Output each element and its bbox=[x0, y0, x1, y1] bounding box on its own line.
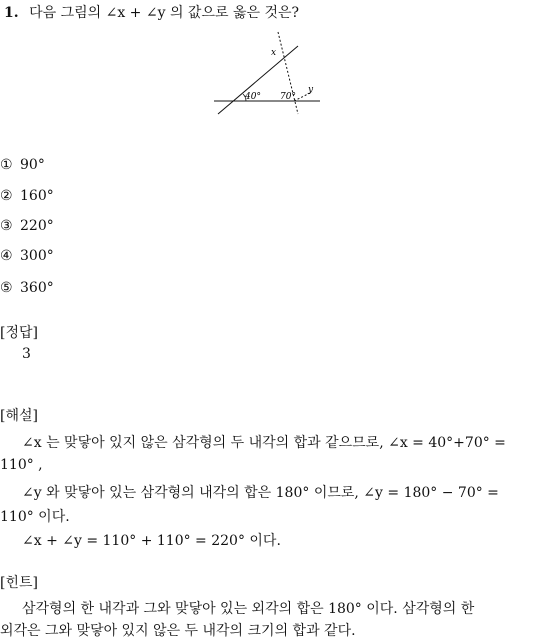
label-70: 70° bbox=[280, 92, 296, 102]
choice-5[interactable] bbox=[0, 280, 54, 296]
explanation-line-3: ∠y 와 맞닿아 있는 삼각형의 내각의 합은 180° 이므로, ∠y = 180° − 70° = bbox=[22, 485, 499, 501]
choice-3[interactable] bbox=[0, 218, 54, 234]
choice-text: 220° bbox=[20, 218, 54, 234]
explanation-heading: [해설] bbox=[0, 408, 38, 424]
choice-marker: ⑤ bbox=[0, 280, 13, 296]
geometry-figure bbox=[210, 28, 326, 118]
explanation-line-4: 110° 이다. bbox=[0, 509, 70, 525]
choice-text: 160° bbox=[20, 188, 54, 204]
explanation-line-1: ∠x 는 맞닿아 있지 않은 삼각형의 두 내각의 합과 같으므로, ∠x = 40°+70° = bbox=[22, 435, 506, 451]
choice-marker: ④ bbox=[0, 248, 13, 264]
choice-text: 300° bbox=[20, 248, 54, 264]
choice-marker: ③ bbox=[0, 218, 13, 234]
hint-heading: [힌트] bbox=[0, 575, 38, 591]
choice-1[interactable] bbox=[0, 157, 45, 173]
explanation-line-2: 110° , bbox=[0, 457, 43, 473]
label-y: y bbox=[308, 85, 314, 95]
label-x: x bbox=[271, 48, 277, 58]
label-40: 40° bbox=[245, 92, 261, 102]
slanted-line bbox=[218, 46, 298, 114]
choice-text: 90° bbox=[20, 157, 45, 173]
answer-heading: [정답] bbox=[0, 325, 38, 341]
question-number: 1. bbox=[4, 5, 19, 21]
hint-line-2: 외각은 그와 맞닿아 있지 않은 두 내각의 크기의 합과 같다. bbox=[0, 623, 356, 639]
question-text: 다음 그림의 ∠x + ∠y 의 값으로 옳은 것은? bbox=[29, 5, 299, 21]
choice-text: 360° bbox=[20, 280, 54, 296]
answer-value: 3 bbox=[22, 346, 31, 362]
choice-2[interactable] bbox=[0, 188, 54, 204]
explanation-line-5: ∠x + ∠y = 110° + 110° = 220° 이다. bbox=[22, 533, 281, 549]
choice-4[interactable] bbox=[0, 248, 54, 264]
choice-marker: ① bbox=[0, 157, 13, 173]
choice-marker: ② bbox=[0, 188, 13, 204]
question bbox=[4, 2, 299, 22]
hint-line-1: 삼각형의 한 내각과 그와 맞닿아 있는 외각의 합은 180° 이다. 삼각형의 한 bbox=[22, 601, 475, 617]
